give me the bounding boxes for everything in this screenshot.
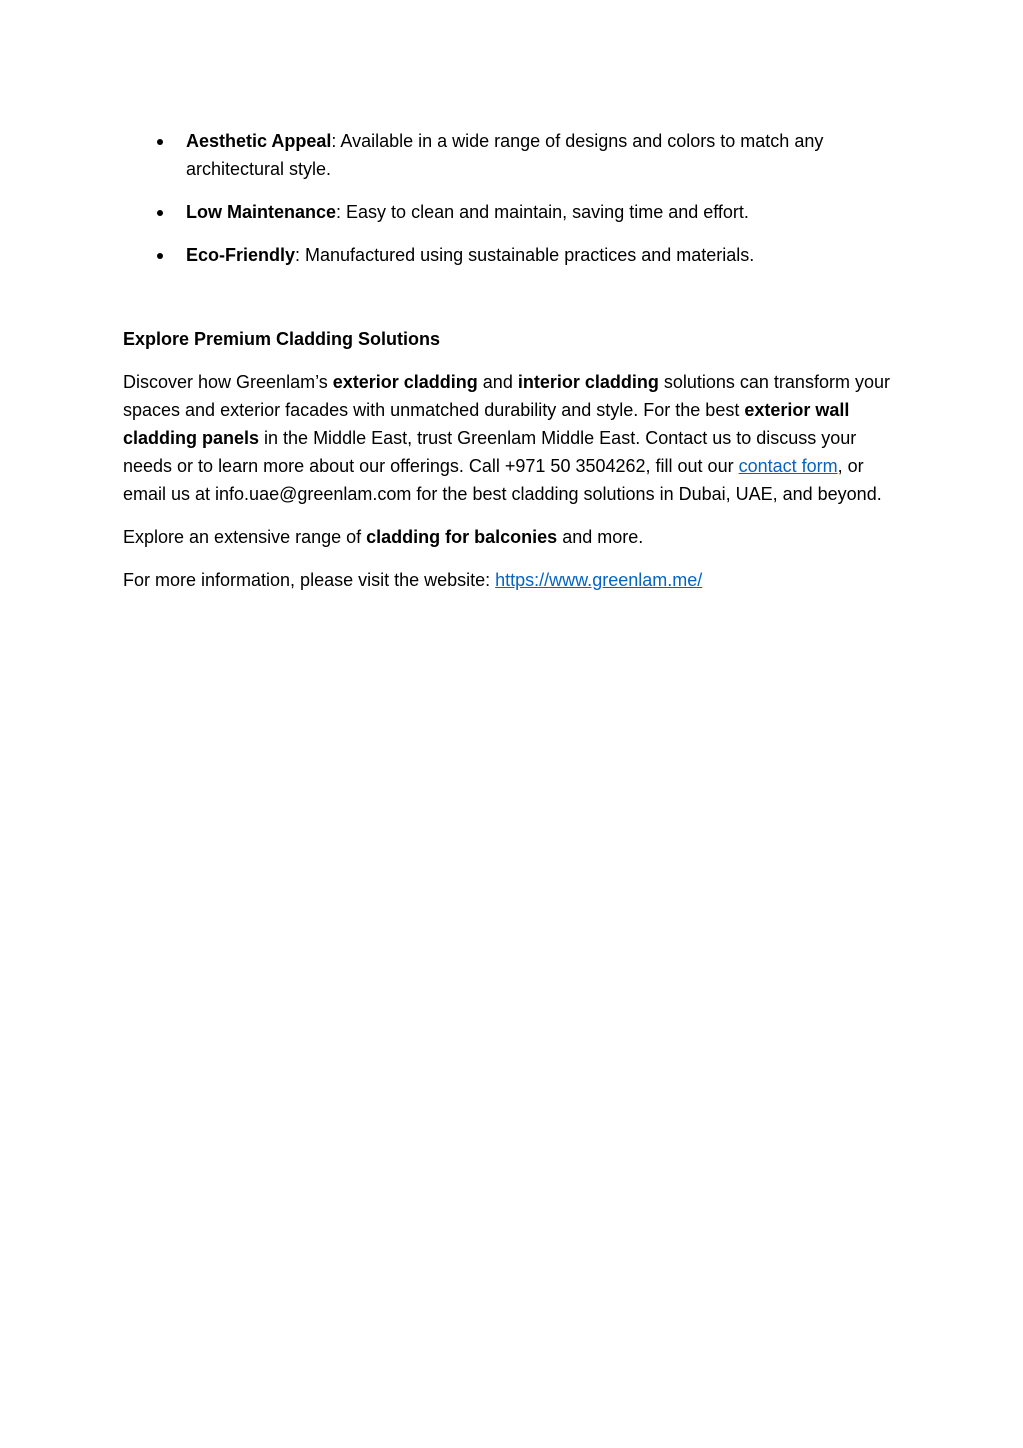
bullet-term: Low Maintenance <box>186 202 337 222</box>
text-run: solutions can transform your spaces and exterior facades with unmatched durability and style. For the best <box>123 372 890 420</box>
feature-list <box>123 127 893 269</box>
bold-text: cladding for balconies <box>366 527 558 547</box>
website-link[interactable]: https://www.greenlam.me/ <box>495 570 703 590</box>
text-run: For more information, please visit the website: <box>123 570 496 590</box>
intro-paragraph <box>123 368 893 508</box>
bullet-term: Aesthetic Appeal <box>186 131 332 151</box>
text-run: Explore an extensive range of <box>123 527 367 547</box>
list-item <box>123 127 893 183</box>
bold-text: exterior wall cladding panels <box>123 400 850 448</box>
document-content <box>123 127 893 609</box>
bullet-text: : Easy to clean and maintain, saving time and effort. <box>336 202 749 222</box>
bold-text: interior cladding <box>517 372 659 392</box>
list-item <box>123 198 893 226</box>
text-run: in the Middle East, trust Greenlam Middle East. Contact us to discuss your needs or to learn more about our offerings. Call +971 50 3504262, fill out our <box>123 428 857 476</box>
bullet-icon <box>157 210 163 216</box>
bullet-icon <box>157 253 163 259</box>
bullet-text: : Manufactured using sustainable practices and materials. <box>295 245 755 265</box>
bullet-icon <box>157 139 163 145</box>
text-run: and more. <box>557 527 644 547</box>
text-run: , or email us at info.uae@greenlam.com for the best cladding solutions in Dubai, UAE, and beyond. <box>123 456 882 504</box>
text-run: Discover how Greenlam’s <box>123 372 333 392</box>
contact-form-link[interactable]: contact form <box>738 456 838 476</box>
bold-text: exterior cladding <box>332 372 478 392</box>
list-item <box>123 241 893 269</box>
section-heading: Explore Premium Cladding Solutions <box>123 329 441 349</box>
website-paragraph <box>123 566 893 594</box>
bullet-text: : Available in a wide range of designs and colors to match any architectural style. <box>186 131 824 179</box>
text-run: and <box>477 372 518 392</box>
balconies-paragraph <box>123 523 893 551</box>
bullet-term: Eco-Friendly <box>186 245 296 265</box>
